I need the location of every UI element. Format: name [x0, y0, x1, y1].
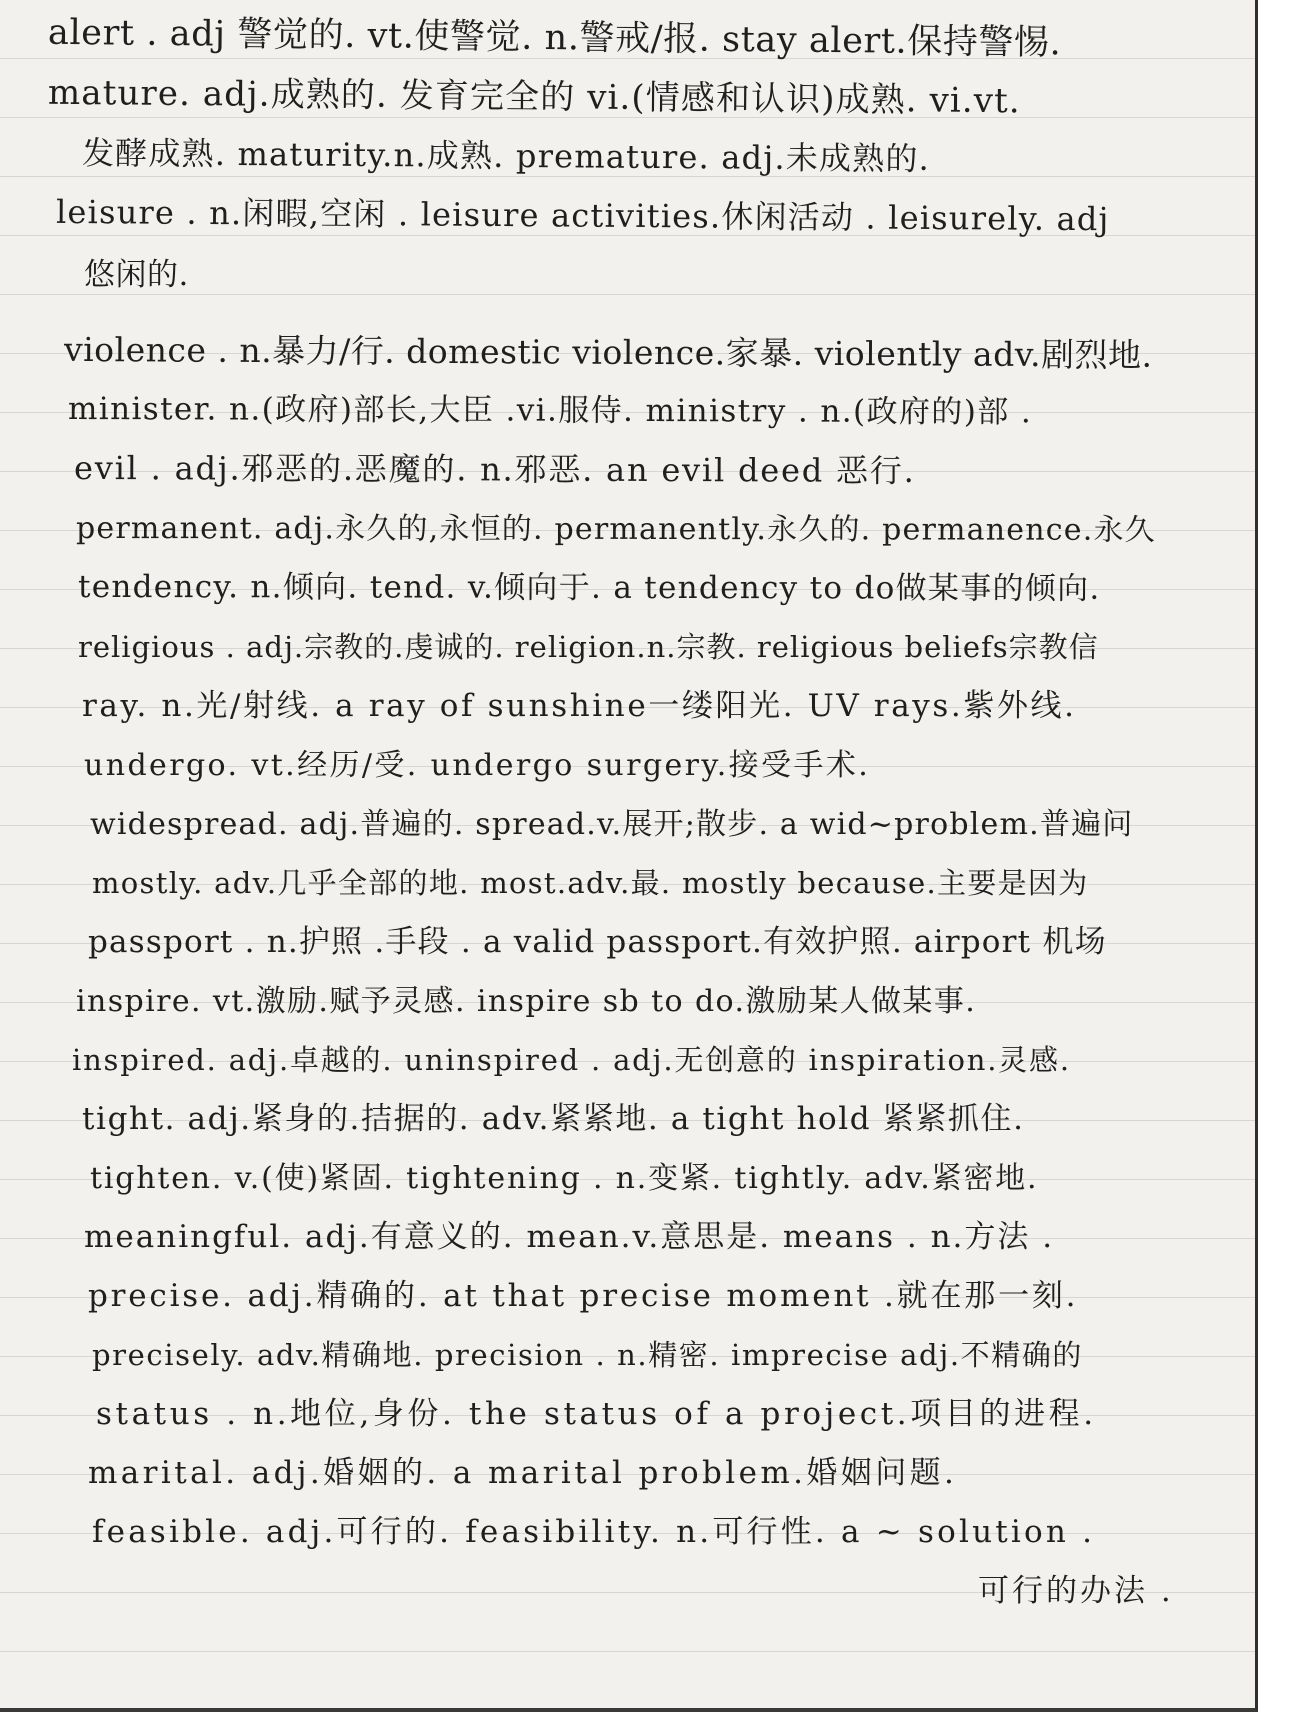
note-text: widespread. adj.普遍的. spread.v.展开;散步. a wid~problem.普遍问: [90, 807, 1134, 842]
note-text: alert . adj 警觉的. vt.使警觉. n.警戒/报. stay alert.保持警惕.: [47, 12, 1062, 64]
note-line-permanent: [76, 499, 1238, 560]
note-text: inspired. adj.卓越的. uninspired . adj.无创意的 inspiration.灵感.: [72, 1043, 1071, 1077]
note-text: minister. n.(政府)部长,大臣 .vi.服侍. ministry . n.(政府的)部 .: [67, 390, 1033, 431]
note-text: status . n.地位,身份. the status of a project.项目的进程.: [96, 1396, 1097, 1432]
note-text: religious . adj.宗教的.虔诚的. religion.n.宗教. religious beliefs宗教信: [78, 630, 1099, 664]
note-line-mature: [48, 64, 1238, 133]
note-line-tighten: [90, 1149, 1238, 1208]
note-line-tendency: [78, 558, 1238, 619]
note-text: 悠闲的.: [84, 257, 189, 293]
note-text: leisure . n.闲暇,空闲 . leisure activities.休闲活动 . leisurely. adj: [55, 192, 1110, 239]
note-text: inspire. vt.激励.赋予灵感. inspire sb to do.激励某人做某事.: [76, 984, 977, 1019]
note-line-undergo: [84, 736, 1238, 795]
note-line-inspired: [72, 1031, 1238, 1090]
vocabulary-notes: [48, 10, 1238, 1621]
note-line-minister: [68, 380, 1238, 443]
note-text: marital. adj.婚姻的. a marital problem.婚姻问题.: [88, 1455, 958, 1491]
note-line-meaningful: [84, 1208, 1238, 1267]
note-text: mature. adj.成熟的. 发育完全的 vi.(情感和认识)成熟. vi.vt.: [47, 72, 1021, 122]
note-text: tight. adj.紧身的.拮据的. adv.紧紧地. a tight hold 紧紧抓住.: [82, 1101, 1025, 1137]
note-line-precise: [88, 1267, 1238, 1326]
note-text: tendency. n.倾向. tend. v.倾向于. a tendency to do做某事的倾向.: [77, 568, 1101, 607]
note-text: tighten. v.(使)紧固. tightening . n.变紧. tightly. adv.紧密地.: [90, 1161, 1039, 1196]
note-line-feasible-cont: [978, 1562, 1238, 1621]
note-line-leisure: [56, 183, 1238, 250]
note-line-mostly: [92, 854, 1238, 913]
note-line-tight: [82, 1090, 1238, 1149]
note-text: 可行的办法 .: [978, 1573, 1174, 1609]
note-text: meaningful. adj.有意义的. mean.v.意思是. means . n.方法 .: [84, 1219, 1055, 1255]
note-line-violence: [64, 320, 1238, 385]
note-line-religious: [78, 618, 1238, 677]
note-text: ray. n.光/射线. a ray of sunshine一缕阳光. UV rays.紫外线.: [82, 688, 1077, 724]
note-line-passport: [88, 913, 1238, 972]
note-text: precise. adj.精确的. at that precise moment .就在那一刻.: [88, 1278, 1079, 1314]
note-line-inspire: [76, 972, 1238, 1031]
note-line-marital: [88, 1444, 1238, 1503]
note-line-leisure-cont: [84, 246, 1238, 305]
note-line-mature-cont: [82, 124, 1238, 191]
note-text: passport . n.护照 .手段 . a valid passport.有效护照. airport 机场: [88, 924, 1107, 960]
note-text: permanent. adj.永久的,永恒的. permanently.永久的. permanence.永久: [75, 510, 1156, 548]
note-text: 发酵成熟. maturity.n.成熟. premature. adj.未成熟的.: [81, 133, 931, 178]
note-text: mostly. adv.几乎全部的地. most.adv.最. mostly because.主要是因为: [92, 866, 1089, 900]
note-text: feasible. adj.可行的. feasibility. n.可行性. a ~ solution .: [92, 1514, 1096, 1550]
note-text: precisely. adv.精确地. precision . n.精密. imprecise adj.不精确的: [92, 1338, 1084, 1372]
note-text: evil . adj.邪恶的.恶魔的. n.邪恶. an evil deed 恶行.: [73, 448, 916, 490]
note-text: undergo. vt.经历/受. undergo surgery.接受手术.: [84, 748, 871, 783]
note-text: violence . n.暴力/行. domestic violence.家暴. violently adv.剧烈地.: [63, 329, 1153, 375]
note-line-precisely: [92, 1326, 1238, 1385]
note-line-widespread: [90, 795, 1238, 854]
note-line-status: [96, 1385, 1238, 1444]
note-line-feasible: [92, 1503, 1238, 1562]
note-line-ray: [82, 677, 1238, 736]
note-line-evil: [74, 439, 1238, 502]
